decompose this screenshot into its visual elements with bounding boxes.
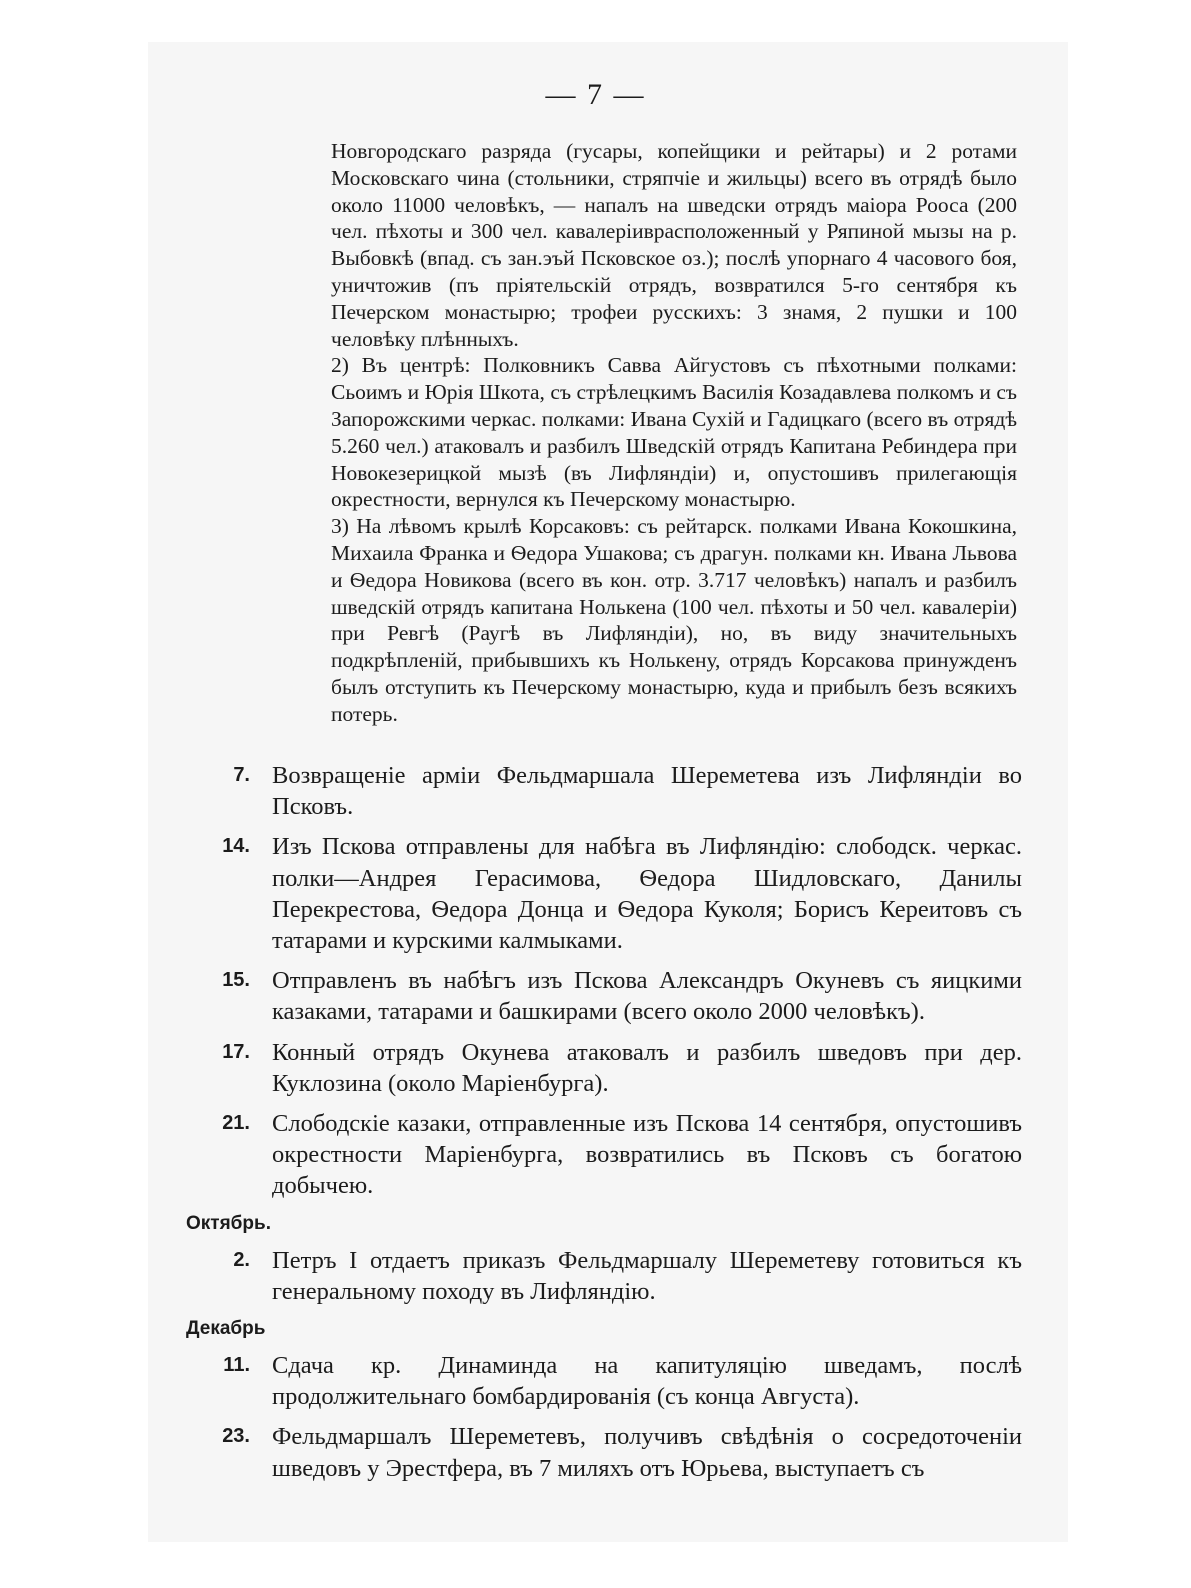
entry-text: Сдача кр. Динаминда на капитуляцію шведамъ, послѣ продолжительнаго бомбардированія (съ конца Августа). (272, 1352, 1022, 1411)
month-heading-december: Декабрь (186, 1318, 266, 1340)
entry-text: Фельдмаршалъ Шереметевъ, получивъ свѣдѣнія о сосредоточеніи шведовъ у Эрестфера, въ 7 миляхъ отъ Юрьева, выступаетъ съ (272, 1423, 1022, 1482)
chronicle-entries (186, 760, 1022, 1493)
entry-text: Отправленъ въ набѣгъ изъ Пскова Александръ Окуневъ съ яицкими казаками, татарами и башкирами (всего около 2000 человѣкъ). (272, 967, 1022, 1026)
continuation-paragraph: 2) Въ центрѣ: Полковникъ Савва Айгустовъ съ пѣхотными полками: Сьоимъ и Юрія Шкота, съ стрѣлецкимъ Василія Козадавлева полкомъ и съ Запорожскими черкас. полками: Ивана Сухій и Гадицкаго (всего въ отрядѣ 5.260 чел.) атаковалъ и разбилъ Шведскій отрядъ Капитана Ребиндера при Новокезерицкой мызѣ (въ Лифляндіи) и, опустошивъ прилегающія окрестности, вернулся къ Печерскому монастырю. (331, 353, 1017, 512)
continuation-paragraph: Новгородскаго разряда (гусары, копейщики и рейтары) и 2 ротами Московскаго чина (стольники, стряпчіе и жильцы) всего въ отрядѣ было около 11000 человѣкъ, — напалъ на шведски отрядъ маіора Рооса (200 чел. пѣхоты и 300 чел. кавалеріиврасположенный у Ряпиной мызы на р. Выбовкѣ (впад. съ зан.эъй Псковское оз.); послѣ упорнаго 4 часового боя, уничтожив (пъ пріятельскій отрядъ, возвратился 5-го сентября къ Печерском монастырю; трофеи русскихъ: 3 знамя, 2 пушки и 100 человѣку плѣнныхъ. (331, 139, 1017, 351)
entry-september-17 (186, 1037, 1022, 1099)
entry-september-14 (186, 831, 1022, 956)
entry-september-21 (186, 1108, 1022, 1202)
entry-text: Изъ Пскова отправлены для набѣга въ Лифляндію: слободск. черкас. полки—Андрея Герасимова, Ѳедора Шидловскаго, Данилы Перекрестова, Ѳедора Донца и Ѳедора Куколя; Борисъ Кереитовъ съ татарами и курскими калмыками. (272, 833, 1022, 955)
entry-text: Петръ I отдаетъ приказъ Фельдмаршалу Шереметеву готовиться къ генеральному походу въ Лифляндію. (272, 1246, 1022, 1305)
entry-day: 17. (222, 1040, 250, 1063)
entry-text: Возвращеніе арміи Фельдмаршала Шереметева изъ Лифляндіи во Псковъ. (272, 762, 1022, 821)
month-heading-october: Октябрь. (186, 1212, 271, 1234)
entry-day: 7. (233, 764, 250, 786)
continuation-block (331, 138, 1017, 728)
page-number: — 7 — (545, 78, 646, 111)
entry-september-7 (186, 760, 1022, 822)
entry-text: Конный отрядъ Окунева атаковалъ и разбилъ шведовъ при дер. Куклозина (около Маріенбурга). (272, 1038, 1022, 1097)
entry-october-2 (186, 1245, 1022, 1307)
entry-day: 21. (222, 1112, 250, 1135)
entry-day: 15. (222, 969, 250, 992)
entry-day: 23. (222, 1425, 250, 1448)
entry-december-11 (186, 1350, 1022, 1412)
entry-day: 2. (233, 1248, 250, 1271)
entry-day: 11. (223, 1354, 250, 1377)
entry-day: 14. (222, 835, 250, 858)
continuation-paragraph: 3) На лѣвомъ крылѣ Корсаковъ: съ рейтарск. полками Ивана Кокошкина, Михаила Франка и Ѳедора Ушакова; съ драгун. полками кн. Ивана Львова и Ѳедора Новикова (всего въ кон. отр. 3.717 человѣкъ) напалъ и разбилъ шведскій отрядъ капитана Нолькена (100 чел. пѣхоты и 50 чел. кавалеріи) при Ревгѣ (Раугѣ въ Лифляндіи), но, въ виду значительныхъ подкрѣпленій, прибывшихъ къ Нолькену, отрядъ Корсакова принужденъ былъ отступить къ Печерскому монастырю, куда и прибылъ безъ всякихъ потерь. (331, 514, 1017, 726)
entry-text: Слободскіе казаки, отправленные изъ Пскова 14 сентября, опустошивъ окрестности Маріенбурга, возвратились въ Псковъ съ богатою добычею. (272, 1110, 1022, 1200)
entry-december-23 (186, 1421, 1022, 1483)
entry-september-15 (186, 965, 1022, 1027)
